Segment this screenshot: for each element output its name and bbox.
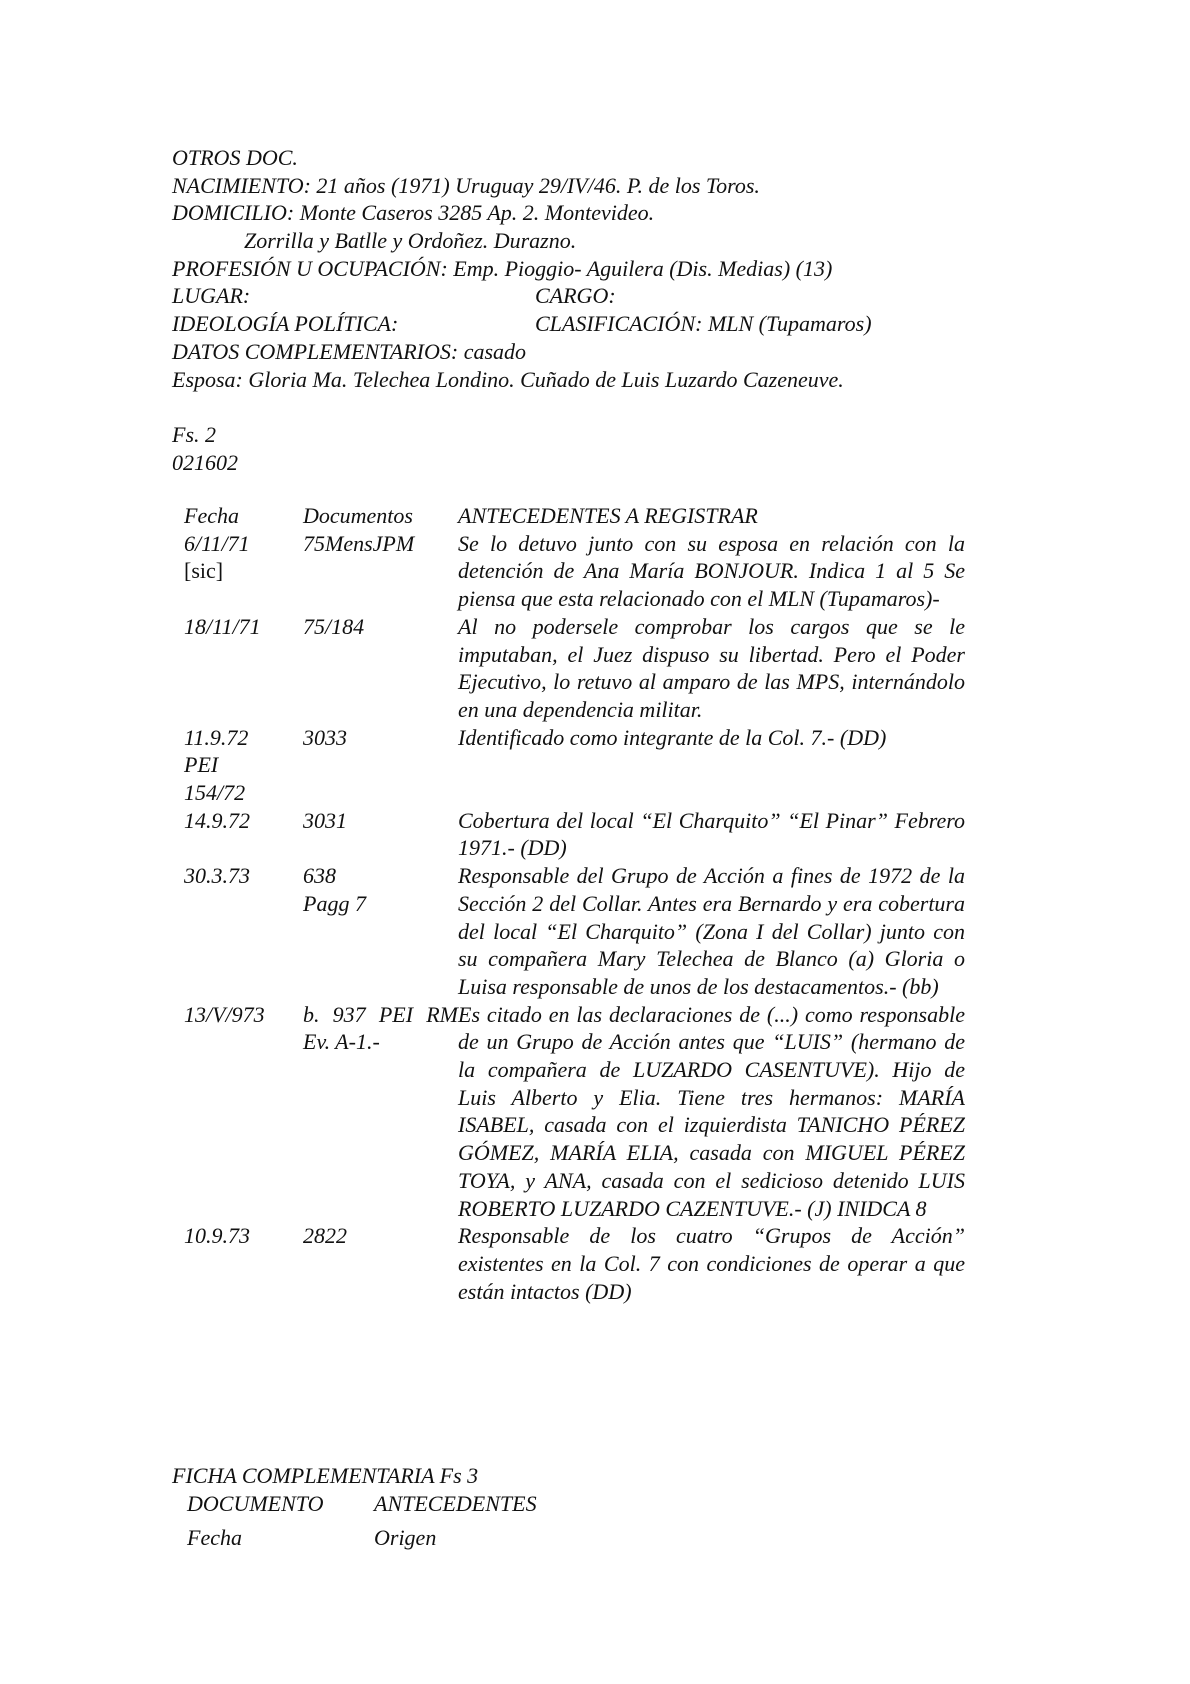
header-fecha: Fecha	[184, 503, 239, 528]
antecedente-texto: Responsable del Grupo de Acción a fines de 1972 de la Sección 2 del Collar. Antes era Bernardo y era cobertura del local “El Charquito” (Zona I del Collar) junto con su compañera Mary Telechea de Blanco (a) Gloria o Luisa responsable de unos de los destacamentos.- (bb)	[458, 863, 965, 999]
documento-line: 2822	[303, 1223, 347, 1249]
antecedente-texto: Se lo detuvo junto con su esposa en relación con la detención de Ana María BONJOUR. Indica 1 al 5 Se piensa que esta relacionado con el MLN (Tupamaros)-	[458, 530, 965, 612]
antecedente-documento	[303, 862, 458, 1001]
antecedente-fecha	[184, 530, 303, 613]
profesion-field: PROFESIÓN U OCUPACIÓN: Emp. Pioggio- Aguilera (Dis. Medias) (13)	[172, 256, 833, 281]
clasificacion-field: CLASIFICACIÓN: MLN (Tupamaros)	[535, 311, 872, 336]
cargo-field: CARGO:	[535, 283, 616, 308]
ficha-fecha-header: Fecha	[187, 1525, 242, 1550]
fecha-line: PEI	[184, 752, 219, 778]
antecedente-documento	[303, 1222, 458, 1305]
documento-line: 75/184	[303, 613, 365, 639]
datos-complementarios-field: DATOS COMPLEMENTARIOS: casado	[172, 339, 527, 364]
antecedente-documento	[303, 724, 458, 807]
ideologia-field: IDEOLOGÍA POLÍTICA:	[172, 311, 399, 336]
antecedentes-table	[184, 502, 965, 1305]
antecedente-documento	[303, 613, 458, 724]
antecedente-texto: Responsable de los cuatro “Grupos de Acción” existentes en la Col. 7 con condiciones de operar a que están intactos (DD)	[458, 1223, 965, 1304]
documento-line: 3031	[303, 807, 347, 833]
antecedente-documento	[303, 807, 458, 862]
antecedente-texto: Es citado en las declaraciones de (...) como responsable de un Grupo de Acción antes que “LUIS” (hermano de la compañera de LUZARDO CASENTUVE). Hijo de Luis Alberto y Elia. Tiene tres hermanos: MARÍA ISABEL, casada con el izquierdista TANICHO PÉREZ GÓMEZ, MARÍA ELIA, casada con MIGUEL PÉREZ TOYA, y ANA, casada con el sedicioso detenido LUIS ROBERTO LUZARDO CAZENTUVE.- (J) INIDCA 8	[458, 1001, 965, 1221]
antecedente-row	[184, 862, 965, 1001]
sic-note: [sic]	[184, 558, 224, 584]
nacimiento-field: NACIMIENTO: 21 años (1971) Uruguay 29/IV/46. P. de los Toros.	[172, 173, 760, 198]
fecha-line: 6/11/71	[184, 530, 250, 556]
antecedente-texto: Al no podersele comprobar los cargos que se le imputaban, el Juez dispuso su libertad. Pero el Poder Ejecutivo, lo retuvo al amparo de las MPS, internándolo en una dependencia militar.	[458, 613, 965, 722]
documento-line: 75MensJPM	[303, 530, 415, 556]
antecedente-fecha	[184, 1222, 303, 1305]
antecedente-row	[184, 613, 965, 724]
folio-number: 021602	[172, 450, 238, 475]
documento-line: 638	[303, 863, 336, 889]
antecedente-fecha	[184, 807, 303, 862]
domicilio-field: DOMICILIO: Monte Caseros 3285 Ap. 2. Montevideo.	[172, 200, 655, 225]
documento-line: 3033	[303, 724, 347, 750]
antecedente-row	[184, 807, 965, 862]
antecedente-texto: Cobertura del local “El Charquito” “El Pinar” Febrero 1971.- (DD)	[458, 807, 965, 861]
antecedente-documento: b. 937 PEI RM Ev. A-1.-	[303, 1001, 458, 1055]
ficha-complementaria-title: FICHA COMPLEMENTARIA Fs 3	[172, 1463, 479, 1488]
antecedente-row	[184, 530, 965, 613]
folio-label: Fs. 2	[172, 422, 216, 447]
documento-line: Pagg 7	[303, 890, 366, 916]
fecha-line: 10.9.73	[184, 1223, 250, 1249]
antecedente-fecha	[184, 1001, 303, 1223]
otros-doc-label: OTROS DOC.	[172, 145, 298, 170]
ficha-subheader-row	[187, 1524, 436, 1552]
ficha-header-row	[187, 1490, 537, 1518]
antecedente-fecha	[184, 724, 303, 807]
antecedente-row	[184, 724, 965, 807]
fecha-line: 30.3.73	[184, 863, 250, 889]
fecha-line: 18/11/71	[184, 613, 261, 639]
fecha-line: 154/72	[184, 780, 246, 806]
antecedente-fecha	[184, 862, 303, 1001]
esposa-field: Esposa: Gloria Ma. Telechea Londino. Cuñado de Luis Luzardo Cazeneuve.	[172, 367, 844, 392]
lugar-field: LUGAR:	[172, 283, 251, 308]
antecedente-row	[184, 1001, 965, 1223]
antecedentes-header-row	[184, 502, 965, 530]
header-documentos: Documentos	[303, 503, 413, 528]
antecedente-documento	[303, 530, 458, 613]
domicilio-second-line: Zorrilla y Batlle y Ordoñez. Durazno.	[244, 228, 577, 253]
fecha-line: 13/V/973	[184, 1001, 265, 1027]
fecha-line: 11.9.72	[184, 724, 249, 750]
antecedente-texto: Identificado como integrante de la Col. 7.- (DD)	[458, 724, 887, 750]
fecha-line: 14.9.72	[184, 807, 250, 833]
header-antecedentes: ANTECEDENTES A REGISTRAR	[458, 503, 758, 528]
antecedente-fecha	[184, 613, 303, 724]
ficha-antecedentes-header: ANTECEDENTES	[374, 1491, 537, 1516]
antecedente-row	[184, 1222, 965, 1305]
ficha-documento-header: DOCUMENTO	[187, 1491, 324, 1516]
ficha-origen-header: Origen	[374, 1525, 437, 1550]
